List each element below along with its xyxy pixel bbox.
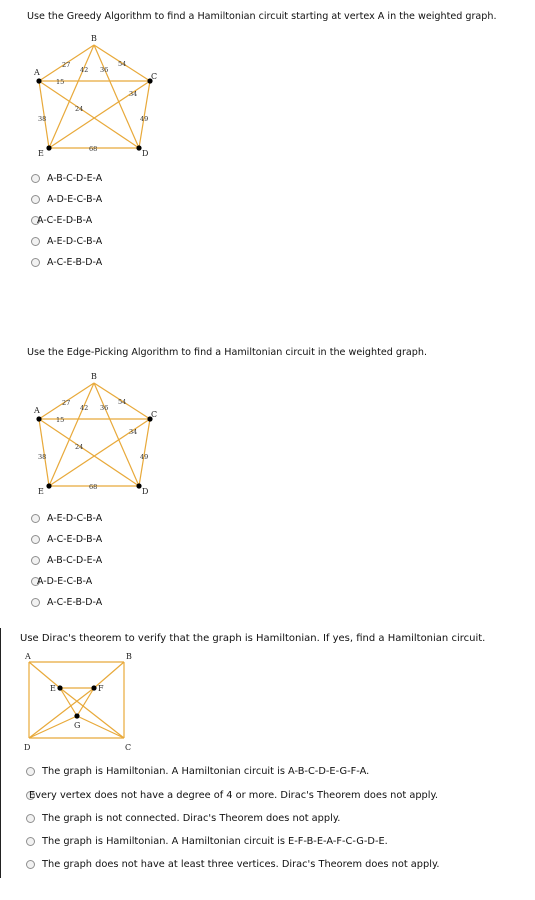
vertex-label-c: C <box>151 410 158 419</box>
vertex-d <box>136 483 141 488</box>
weight-label: 42 <box>80 66 89 74</box>
weight-label: 27 <box>62 61 71 69</box>
q2-option-1[interactable]: A-E-D-C-B-A <box>31 513 102 524</box>
radio-icon[interactable] <box>26 814 35 823</box>
q1-option-4[interactable]: A-E-D-C-B-A <box>31 236 102 247</box>
q3-option-4[interactable]: The graph is Hamiltonian. A Hamiltonian circuit is E-F-B-E-A-F-C-G-D-E. <box>26 836 388 847</box>
vertex-label-e: E <box>38 487 44 496</box>
vertex-label-c: C <box>125 743 132 752</box>
weight-label: 24 <box>75 443 84 451</box>
weight-label: 68 <box>89 145 98 153</box>
vertex-label-e: E <box>38 149 44 158</box>
q1-option-5[interactable]: A-C-E-B-D-A <box>31 257 102 268</box>
weight-label: 38 <box>38 453 47 461</box>
radio-icon[interactable] <box>31 514 40 523</box>
q3-option-2[interactable]: Every vertex does not have a degree of 4 or more. Dirac's Theorem does not apply. <box>26 790 438 801</box>
vertex-label-b: B <box>91 34 97 43</box>
q3-prompt: Use Dirac's theorem to verify that the graph is Hamiltonian. If yes, find a Hamiltonian circuit. <box>20 633 486 644</box>
weight-label: 15 <box>56 78 65 86</box>
vertex-e <box>57 685 62 690</box>
weight-label: 54 <box>118 398 127 406</box>
radio-icon[interactable] <box>31 535 40 544</box>
edge-f-d <box>29 688 94 738</box>
vertex-g <box>74 713 79 718</box>
radio-icon[interactable] <box>31 174 40 183</box>
edge-f-g <box>77 688 94 716</box>
weight-label: 38 <box>38 115 47 123</box>
vertex-a <box>36 78 41 83</box>
q2-weighted-graph <box>30 368 160 498</box>
q1-option-3[interactable]: A-C-E-D-B-A <box>31 215 92 226</box>
q1-option-1[interactable]: A-B-C-D-E-A <box>31 173 102 184</box>
vertex-d <box>136 145 141 150</box>
radio-icon[interactable] <box>31 237 40 246</box>
q1-option-2[interactable]: A-D-E-C-B-A <box>31 194 102 205</box>
weight-label: 15 <box>56 416 65 424</box>
vertex-e <box>46 145 51 150</box>
weight-label: 68 <box>89 483 98 491</box>
vertex-label-e: E <box>50 684 56 693</box>
vertex-label-b: B <box>126 652 132 661</box>
vertex-label-d: D <box>24 743 31 752</box>
radio-icon[interactable] <box>26 767 35 776</box>
q2-option-2[interactable]: A-C-E-D-B-A <box>31 534 102 545</box>
vertex-label-c: C <box>151 72 158 81</box>
q3-graph <box>18 650 143 758</box>
radio-icon[interactable] <box>31 598 40 607</box>
radio-icon[interactable] <box>26 837 35 846</box>
weight-label: 54 <box>118 60 127 68</box>
weight-label: 36 <box>100 66 109 74</box>
radio-icon[interactable] <box>31 556 40 565</box>
vertex-label-a: A <box>34 406 40 415</box>
vertex-a <box>36 416 41 421</box>
weight-label: 42 <box>80 404 89 412</box>
edge-e-c <box>60 688 124 738</box>
weight-label: 49 <box>140 453 149 461</box>
weight-label: 34 <box>129 90 138 98</box>
q1-weighted-graph <box>30 30 160 160</box>
vertex-label-b: B <box>91 372 97 381</box>
q2-option-3[interactable]: A-B-C-D-E-A <box>31 555 102 566</box>
radio-icon[interactable] <box>31 258 40 267</box>
radio-icon[interactable] <box>26 860 35 869</box>
q2-option-5[interactable]: A-C-E-B-D-A <box>31 597 102 608</box>
q1-prompt: Use the Greedy Algorithm to find a Hamiltonian circuit starting at vertex A in the weighted graph. <box>27 11 497 22</box>
q2-option-4[interactable]: A-D-E-C-B-A <box>31 576 92 587</box>
vertex-label-d: D <box>142 149 149 158</box>
vertex-f <box>91 685 96 690</box>
q3-option-5[interactable]: The graph does not have at least three vertices. Dirac's Theorem does not apply. <box>26 859 439 870</box>
vertex-label-a: A <box>34 68 40 77</box>
weight-label: 34 <box>129 428 138 436</box>
q3-option-1[interactable]: The graph is Hamiltonian. A Hamiltonian circuit is A-B-C-D-E-G-F-A. <box>26 766 369 777</box>
weight-label: 24 <box>75 105 84 113</box>
weight-label: 36 <box>100 404 109 412</box>
weight-label: 49 <box>140 115 149 123</box>
radio-icon[interactable] <box>31 195 40 204</box>
left-divider <box>0 628 1 878</box>
vertex-label-g: G <box>74 721 81 730</box>
vertex-label-f: F <box>98 684 104 693</box>
q2-prompt: Use the Edge-Picking Algorithm to find a Hamiltonian circuit in the weighted graph. <box>27 347 428 358</box>
vertex-e <box>46 483 51 488</box>
vertex-label-d: D <box>142 487 149 496</box>
weight-label: 27 <box>62 399 71 407</box>
vertex-label-a: A <box>25 652 31 661</box>
q3-option-3[interactable]: The graph is not connected. Dirac's Theorem does not apply. <box>26 813 340 824</box>
